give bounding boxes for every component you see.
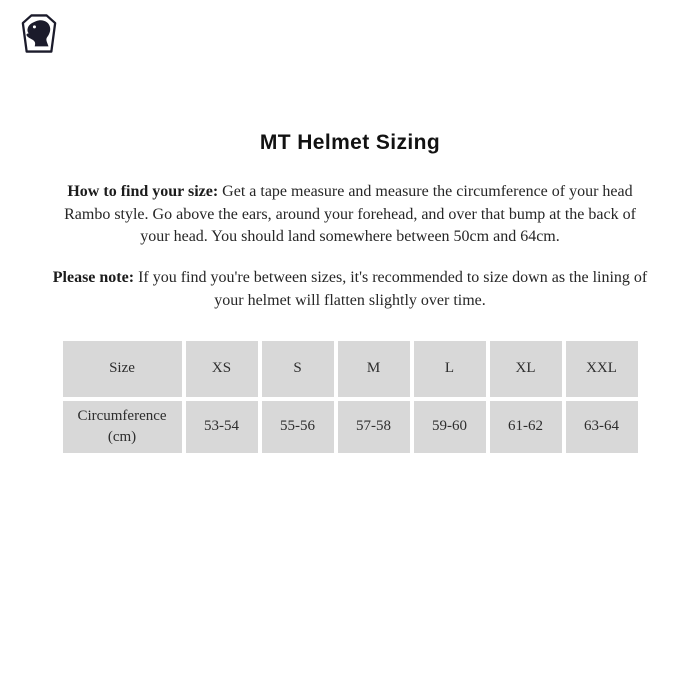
row-label-circumference: Circumference (cm) — [63, 401, 182, 453]
helmet-sizing-table — [59, 337, 642, 457]
sizing-note — [50, 267, 650, 312]
sizing-instructions — [50, 181, 650, 249]
sizing-instructions-text: Get a tape measure and measure the circumference of your head Rambo style. Go above the ears, around your forehead, and over that bump at the back of your head. You should land somewhere between 50cm and 64cm. — [64, 183, 636, 246]
page-title: MT Helmet Sizing — [259, 131, 441, 154]
value-cell-s: 55-56 — [262, 401, 334, 453]
value-cell-xs: 53-54 — [186, 401, 258, 453]
header-cell-xs: XS — [186, 341, 258, 397]
sizing-note-text: If you find you're between sizes, it's recommended to size down as the lining of your helmet will flatten slightly over time. — [134, 269, 648, 309]
eagle-badge-icon — [20, 41, 58, 58]
value-cell-xl: 61-62 — [490, 401, 562, 453]
brand-logo[interactable] — [20, 13, 58, 54]
value-cell-m: 57-58 — [338, 401, 410, 453]
header-cell-xl: XL — [490, 341, 562, 397]
value-cell-xxl: 63-64 — [566, 401, 638, 453]
header-cell-xxl: XXL — [566, 341, 638, 397]
table-row — [63, 401, 638, 453]
header-cell-l: L — [414, 341, 486, 397]
header-cell-size: Size — [63, 341, 182, 397]
sizing-note-lead-in: Please note: — [52, 269, 135, 287]
main-content — [50, 0, 650, 457]
header-cell-s: S — [262, 341, 334, 397]
value-cell-l: 59-60 — [414, 401, 486, 453]
sizing-instructions-lead-in: How to find your size: — [67, 183, 219, 200]
table-header-row — [63, 341, 638, 397]
header-cell-m: M — [338, 341, 410, 397]
